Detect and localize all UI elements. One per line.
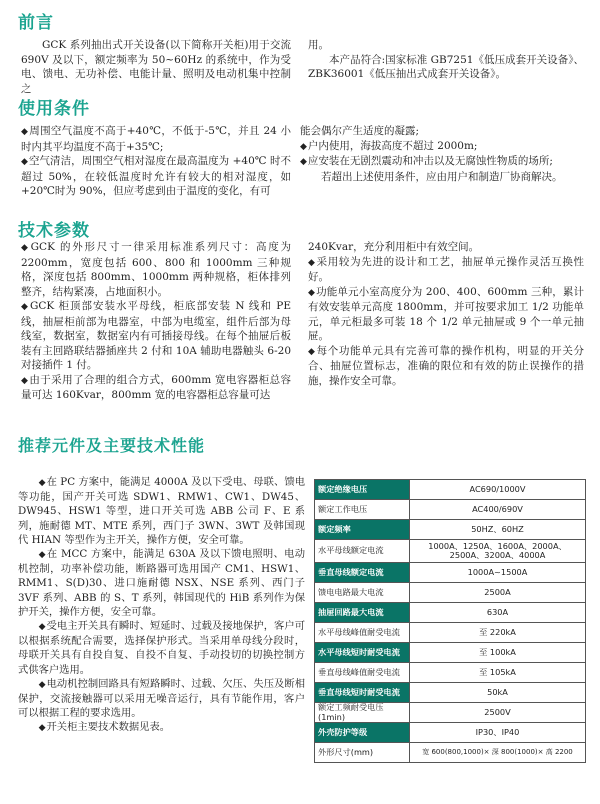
preface-cont: 用。 [308,39,329,51]
spec-value: IP30、IP40 [410,723,586,743]
spec-row [315,520,586,540]
tech-left [21,240,291,403]
conditions-left [21,124,291,199]
spec-row [315,703,586,723]
preface-right [308,38,584,82]
spec-label: 外形尺寸(mm) [315,743,410,763]
spec-value: 2500V [410,703,586,723]
condition-cont: 能会偶尔产生适度的凝露; [300,125,420,137]
condition-item: ◆ 空气清洁，周围空气相对湿度在最高温度为 +40℃ 时不超过 50%，在较低温度时允许有较大的相对湿度，如+20℃时为 90%，但应考虑到由于温度的变化，有可 [21,154,291,199]
tech-item: ◆ GCK 的外形尺寸一律采用标准系列尺寸：高度为 2200mm，宽度包括 600、800 和 1000mm 三种规格，深度包括 800mm、1000mm 两种规格，柜体排列整齐，结构紧凑，占地面积小。 [21,240,291,299]
heading-components: 推荐元件及主要技术性能 [18,436,206,455]
tech-cont: 240Kvar，充分利用柜中有效空间。 [308,241,480,253]
spec-value: 2500A [410,583,586,603]
spec-value: 630A [410,603,586,623]
spec-row [315,540,586,563]
tech-item: ◆ GCK 柜顶部安装水平母线，柜底部安装 N 线和 PE 线，抽屉柜前部为电器室，中部为电缆室，组件后部为母线室，数据室，数据室内有可插接母线。在每个抽屉后板装有主回路联结器插座共 2 付和 10A 辅助电器触头 6-20 对接插件 1 付。 [21,299,291,373]
spec-label: 馈电电路最大电流 [315,583,410,603]
preface-standard: 本产品符合:国家标准 GB7251《低压成套开关设备》、ZBK36001《低压抽出式成套开关设备》。 [308,53,584,80]
spec-label: 垂直母线额定电流 [315,563,410,583]
component-item: ◆ 在 PC 方案中，能满足 4000A 及以下受电、母联、馈电等功能，国产开关可选 SDW1、RMW1、CW1、DW45、DW945、HSW1 等型，进口开关可选 ABB 公司 F、E 系列，施耐德 MT、MTE 系列，西门子 3WN、3WT 及韩国现代 HIAN 等型作为主开关，操作方便，安全可靠。 [18,475,305,547]
spec-row [315,643,586,663]
tech-right [308,240,584,388]
spec-row [315,723,586,743]
component-item: ◆ 在 MCC 方案中，能满足 630A 及以下馈电照明、电动机控制，功率补偿功能，断路器可选用国产 CM1、HSW1、RMM1、S(D)30、进口施耐德 NSX、NSE 系列、西门子 3VF 系列、ABB 的 S、T 系列，韩国现代的 HiB 系列作为保护开关，操作方便，安全可靠。 [18,547,305,619]
spec-label: 抽屉回路最大电流 [315,603,410,623]
spec-label: 水平母线额定电流 [315,540,410,563]
spec-value: 至 220kA [410,623,586,643]
spec-value: AC400/690V [410,500,586,520]
heading-preface: 前言 [18,13,54,33]
spec-row [315,603,586,623]
component-item: ◆ 电动机控制回路具有短路瞬时、过载、欠压、失压及断相保护，交流接触器可以采用无噪音运行，具有节能作用，客户可以根据工程的要求选用。 [18,677,305,721]
spec-value: 1000A、1250A、1600A、2000A、2500A、3200A、4000A [410,540,586,563]
tech-item: ◆ 每个功能单元具有完善可靠的操作机构，明显的开关分合、抽屉位置标志，准确的限位和有效的防止误操作的措施，操作安全可靠。 [308,344,584,389]
condition-item: ◆ 户内使用，海拔高度不超过 2000m; [300,139,584,155]
heading-tech: 技术参数 [18,221,90,241]
components-text [18,475,305,736]
spec-label: 额定频率 [315,520,410,540]
spec-row [315,500,586,520]
spec-value: 宽 600(800,1000)× 深 800(1000)× 高 2200 [410,743,586,763]
component-item: ◆ 开关柜主要技术数据见表。 [18,720,305,735]
spec-row [315,480,586,500]
spec-value: 50HZ、60HZ [410,520,586,540]
spec-value: 50kA [410,683,586,703]
heading-conditions: 使用条件 [18,99,90,119]
spec-label: 外壳防护等级 [315,723,410,743]
spec-value: AC690/1000V [410,480,586,500]
spec-value: 至 105kA [410,663,586,683]
spec-row [315,583,586,603]
condition-item: ◆ 应安装在无剧烈震动和冲击以及无腐蚀性物质的场所; [300,154,584,170]
spec-row [315,623,586,643]
spec-value: 至 100kA [410,643,586,663]
spec-label: 垂直母线短时耐受电流 [315,683,410,703]
tech-item: ◆ 采用较为先进的设计和工艺，抽屉单元操作灵活互换性好。 [308,255,584,285]
tech-item: ◆ 功能单元小室高度分为 200、400、600mm 三种，累计有效安装单元高度 1800mm，并可按要求加工 1/2 功能单元，单元柜最多可装 18 个 1/2 单元抽屉或 9 个一单元抽屉。 [308,285,584,344]
preface-left [21,38,291,96]
preface-text: GCK 系列抽出式开关设备(以下简称开关柜)用于交流 690V 及以下，额定频率为 50~60Hz 的系统中，作为受电、馈电、无功补偿、电能计量、照明及电动机集中控制之 [21,39,291,95]
spec-label: 额定工作电压 [315,500,410,520]
conditions-right [300,124,584,184]
condition-item: ◆ 周围空气温度不高于+40℃，不低于-5℃，并且 24 小时内其平均温度不高于+35℃; [21,124,291,154]
spec-row [315,563,586,583]
spec-label: 水平母线短时耐受电流 [315,643,410,663]
spec-row [315,683,586,703]
component-item: ◆ 受电主开关具有瞬时、短延时、过载及接地保护，客户可以根据系统配合需要，选择保护形式。当采用单母线分段时，母联开关具有自投自复、自投不自复、手动投切的切换控制方式供客户选用。 [18,619,305,677]
spec-value: 1000A~1500A [410,563,586,583]
specs-table [314,479,586,763]
spec-label: 额定工频耐受电压(1min) [315,703,410,723]
spec-row [315,743,586,763]
spec-label: 垂直母线峰值耐受电流 [315,663,410,683]
spec-label: 水平母线峰值耐受电流 [315,623,410,643]
spec-label: 额定绝缘电压 [315,480,410,500]
tech-item: ◆ 由于采用了合理的组合方式，600mm 宽电容器柜总容量可达 160Kvar，800mm 宽的电容器柜总容量可达 [21,373,291,403]
spec-row [315,663,586,683]
condition-note: 若超出上述使用条件，应由用户和制造厂协商解决。 [321,170,563,183]
